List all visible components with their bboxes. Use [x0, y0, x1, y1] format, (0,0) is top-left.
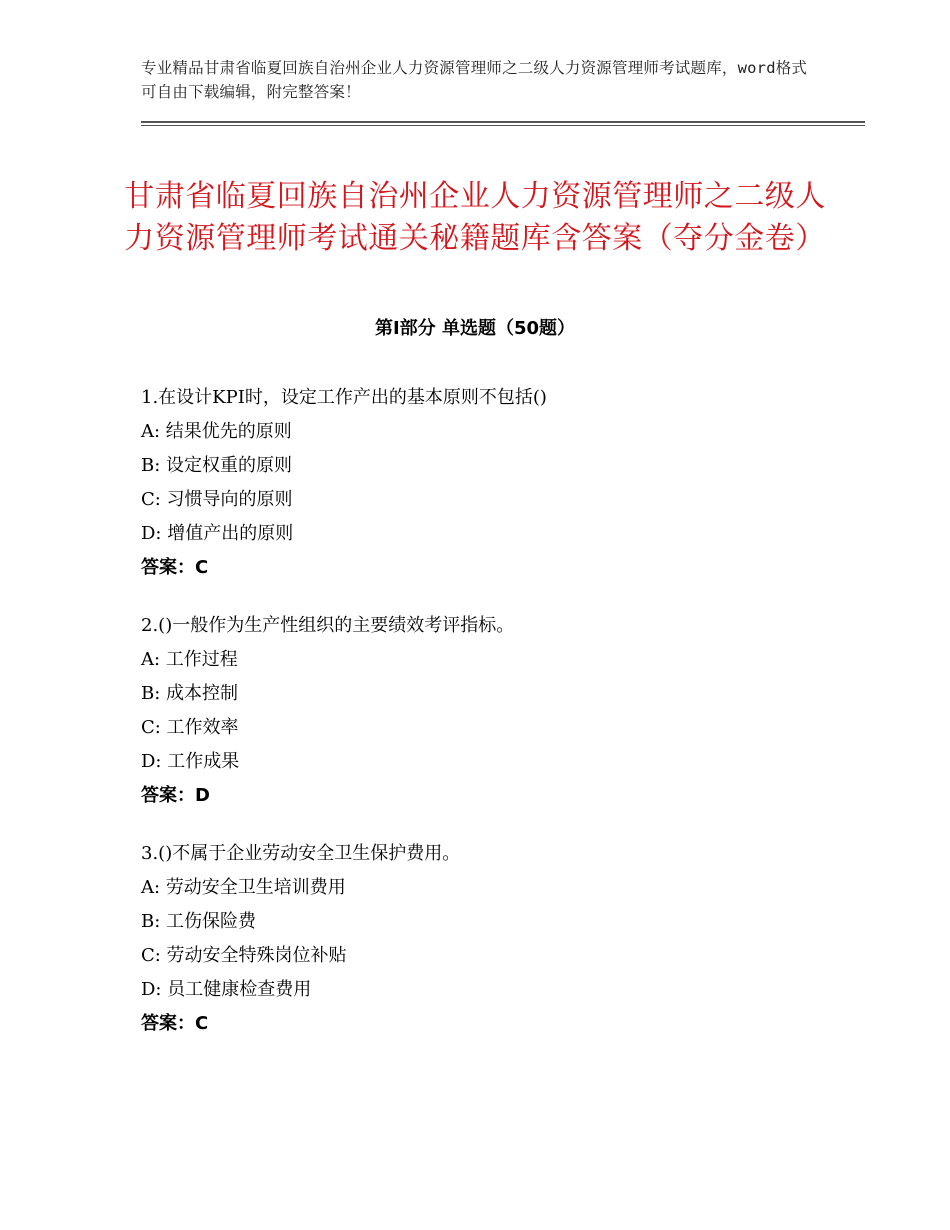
header-divider-thin — [141, 125, 865, 126]
question-stem: 2.()一般作为生产性组织的主要绩效考评指标。 — [141, 615, 515, 636]
document-title: 甘肃省临夏回族自治州企业人力资源管理师之二级人力资源管理师考试通关秘籍题库含答案（夺分金卷） — [124, 179, 826, 257]
answer: 答案：D — [141, 785, 210, 806]
header-divider — [141, 121, 865, 123]
option-d: D: 增值产出的原则 — [141, 523, 294, 544]
option-b: B: 工伤保险费 — [141, 911, 257, 932]
question-list — [141, 381, 861, 1065]
option-a: A: 工作过程 — [141, 649, 238, 670]
question-stem: 1.在设计KPI时，设定工作产出的基本原则不包括() — [141, 387, 547, 408]
option-c: C: 劳动安全特殊岗位补贴 — [141, 945, 347, 966]
option-d: D: 员工健康检查费用 — [141, 979, 312, 1000]
option-c: C: 工作效率 — [141, 717, 239, 738]
option-b: B: 成本控制 — [141, 683, 239, 704]
question-3 — [141, 837, 861, 1041]
header-note: 专业精品甘肃省临夏回族自治州企业人力资源管理师之二级人力资源管理师考试题库，word格式可自由下载编辑，附完整答案！ — [141, 59, 808, 101]
question-1 — [141, 381, 861, 585]
option-c: C: 习惯导向的原则 — [141, 489, 293, 510]
answer: 答案：C — [141, 557, 209, 578]
question-stem: 3.()不属于企业劳动安全卫生保护费用。 — [141, 843, 461, 864]
option-d: D: 工作成果 — [141, 751, 240, 772]
option-a: A: 劳动安全卫生培训费用 — [141, 877, 346, 898]
option-a: A: 结果优先的原则 — [141, 421, 292, 442]
section-title: 第Ⅰ部分 单选题（50题） — [374, 318, 575, 339]
option-b: B: 设定权重的原则 — [141, 455, 293, 476]
question-2 — [141, 609, 861, 813]
answer: 答案：C — [141, 1013, 209, 1034]
